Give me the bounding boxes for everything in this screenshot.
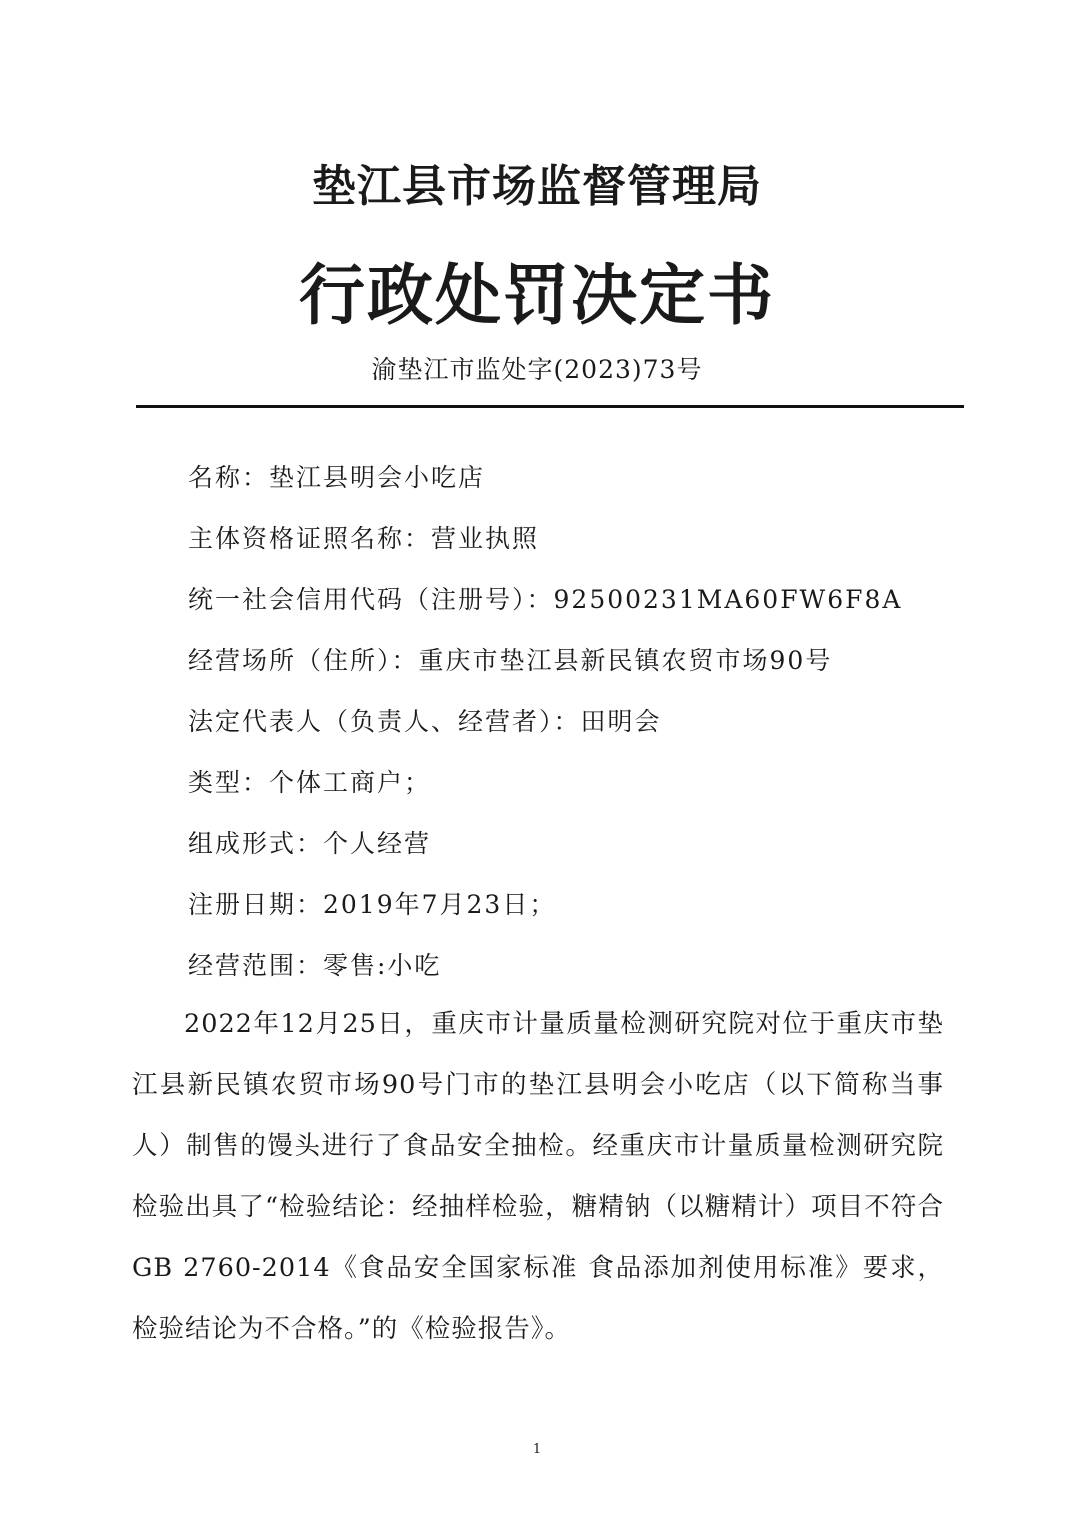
field-organization-form: 组成形式：个人经营 [188, 829, 432, 858]
agency-name: 垫江县市场监督管理局 [312, 161, 762, 212]
field-legal-representative: 法定代表人（负责人、经营者）：田明会 [188, 707, 662, 736]
field-registration-date: 注册日期：2019年7月23日； [188, 890, 557, 919]
party-info-list [188, 447, 958, 996]
document-title: 行政处罚决定书 [299, 256, 775, 334]
body-paragraph: 2022年12月25日，重庆市计量质量检测研究院对位于重庆市垫江县新民镇农贸市场90号门市的垫江县明会小吃店（以下简称当事人）制售的馒头进行了食品安全抽检。经重庆市计量质量检测研究院检验出具了“检验结论：经抽样检验，糖精钠（以糖精计）项目不符合GB 2760-2014《食品安全国家标准 食品添加剂使用标准》要求，检验结论为不合格。”的《检验报告》。 [132, 1009, 944, 1344]
field-name: 名称：垫江县明会小吃店 [188, 463, 486, 492]
page-number: 1 [532, 1442, 542, 1457]
document-number: 渝垫江市监处字(2023)73号 [371, 355, 703, 384]
header-divider [136, 405, 964, 408]
field-credit-code: 统一社会信用代码（注册号）：92500231MA60FW6F8A [188, 585, 903, 614]
field-business-scope: 经营范围：零售:小吃 [188, 951, 442, 980]
field-address: 经营场所（住所）：重庆市垫江县新民镇农贸市场90号 [188, 646, 833, 675]
field-entity-type: 类型：个体工商户； [188, 768, 432, 797]
field-license-type: 主体资格证照名称：营业执照 [188, 524, 540, 553]
